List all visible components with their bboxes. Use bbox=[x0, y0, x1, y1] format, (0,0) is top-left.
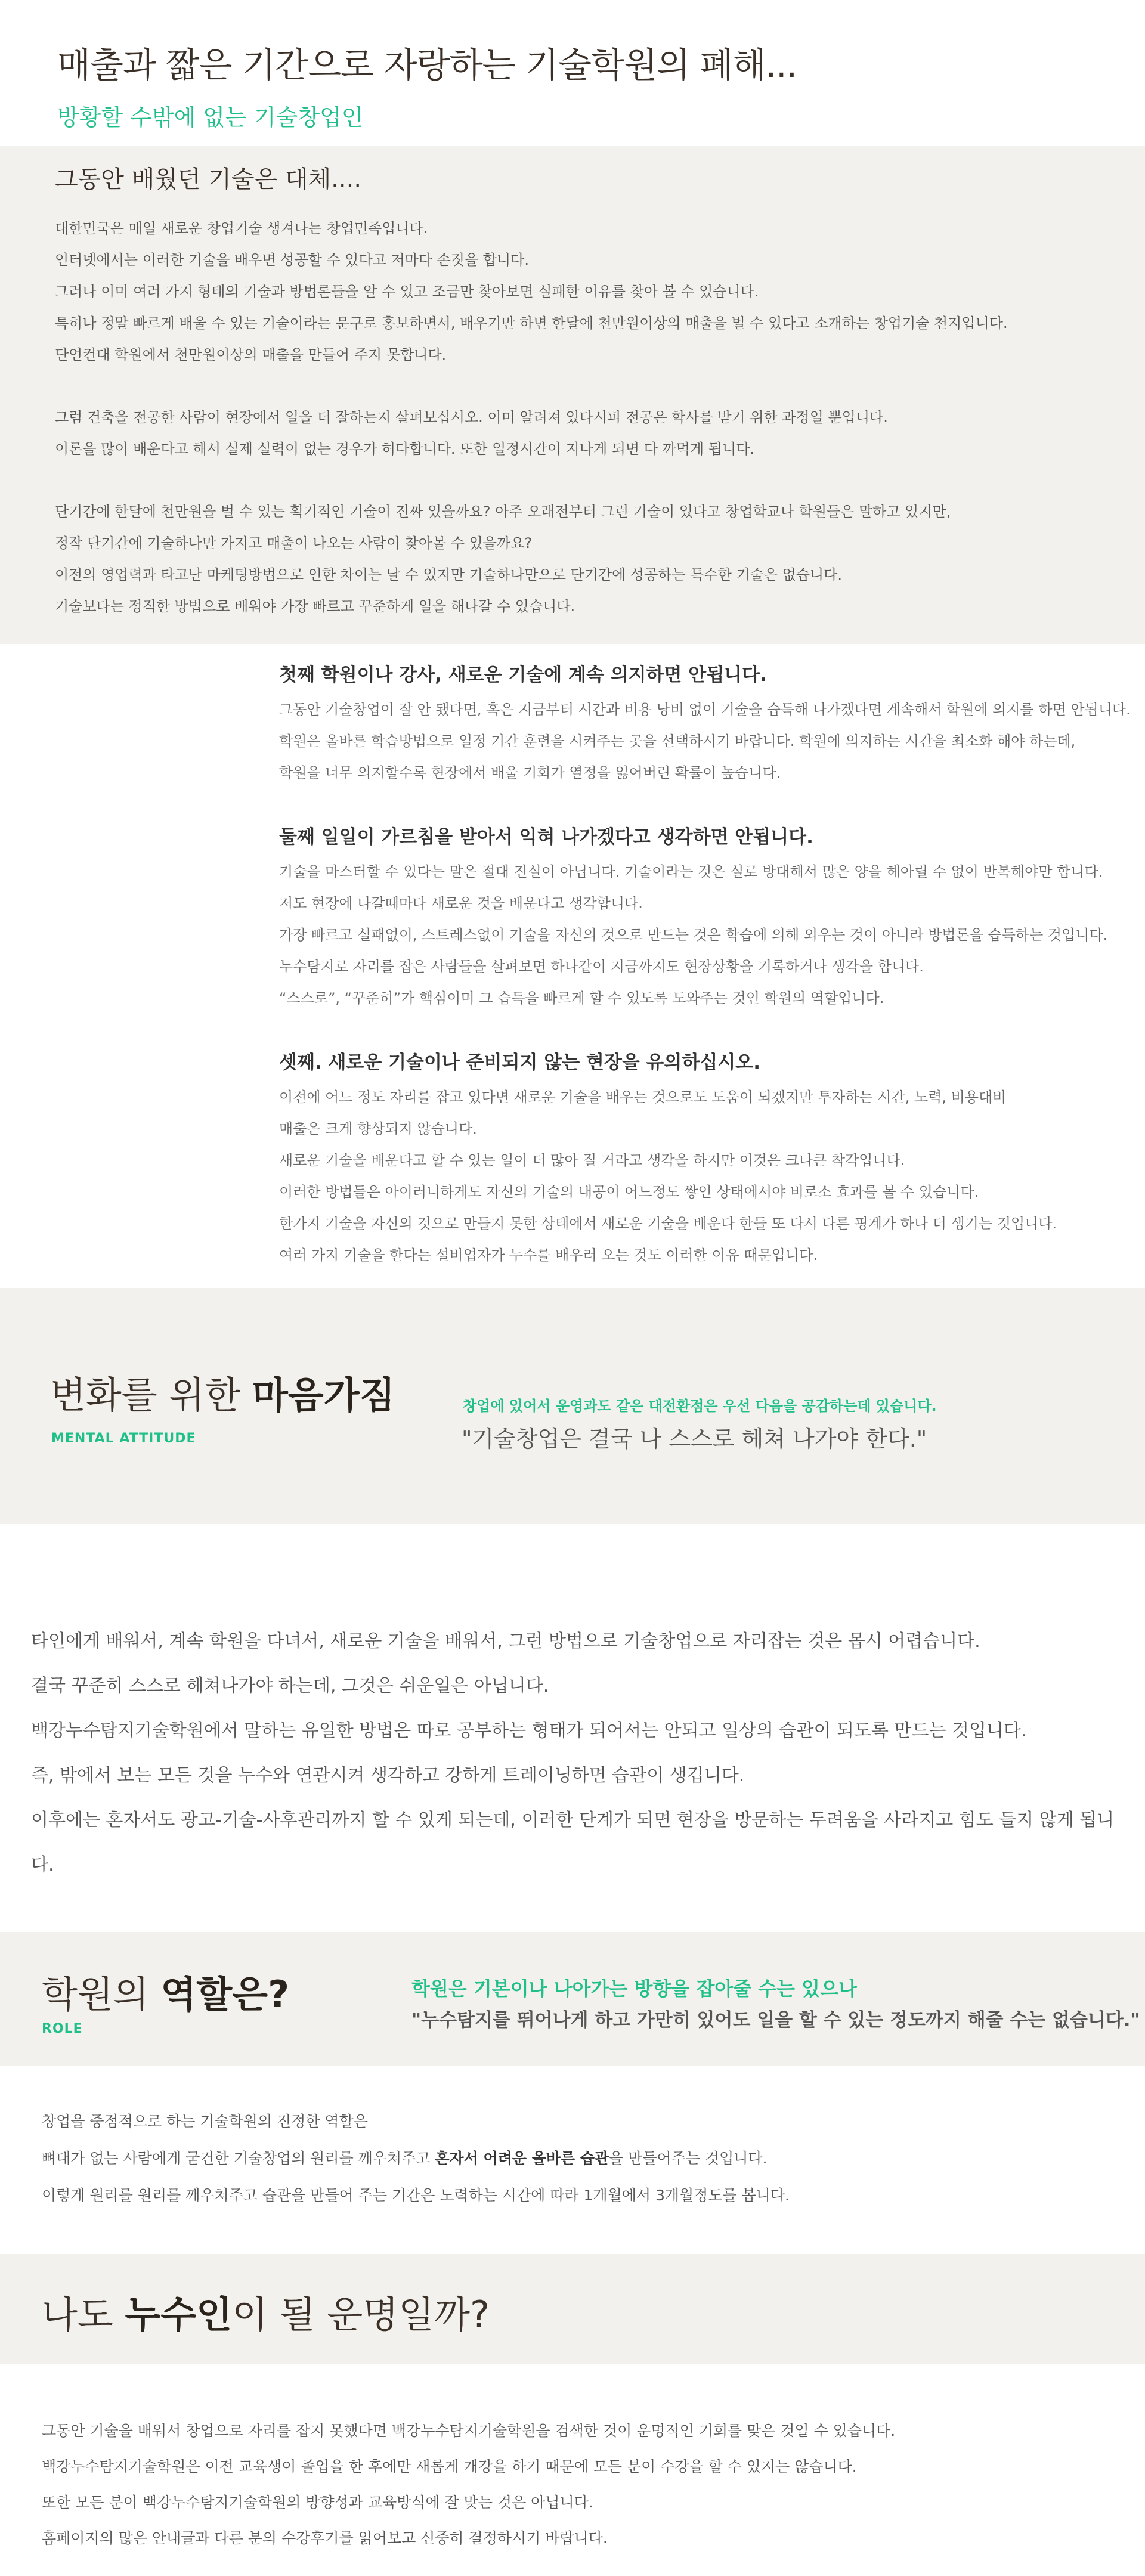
destiny-line: 홈페이지의 많은 안내글과 다른 분의 수강후기를 읽어보고 신중히 결정하시기 바랍니다. bbox=[42, 2529, 608, 2547]
how-block-lines bbox=[279, 694, 1138, 789]
how-line: 이러한 방법들은 아이러니하게도 자신의 기술의 내공이 어느정도 쌓인 상태에서야 비로소 효과를 볼 수 있습니다. bbox=[279, 1184, 979, 1200]
intro-line: 단기간에 한달에 천만원을 벌 수 있는 획기적인 기술이 진짜 있을까요? 아주 오래전부터 그런 기술이 있다고 창업학교나 학원들은 말하고 있지만, bbox=[55, 503, 951, 520]
role-line-bold: 혼자서 어려운 올바른 습관 bbox=[435, 2150, 609, 2167]
how-block-lines bbox=[279, 856, 1138, 1014]
page-subtitle: 방황할 수밖에 없는 기술창업인 bbox=[57, 104, 364, 131]
mind-title-light: 변화를 위한 bbox=[50, 1373, 252, 1417]
how-line: 기술을 마스터할 수 있다는 말은 절대 진실이 아닙니다. 기술이라는 것은 실로 방대해서 많은 양을 헤아릴 수 없이 반복해야만 합니다. bbox=[279, 863, 1103, 880]
role-detail-section bbox=[0, 2066, 1145, 2254]
destiny-paragraph bbox=[42, 2413, 1115, 2556]
how-line: 학원은 올바른 학습방법으로 일정 기간 훈련을 시켜주는 곳을 선택하시기 바랍니다. 학원에 의지하는 시간을 최소화 해야 하는데, bbox=[279, 733, 1076, 750]
role-line: 이렇게 원리를 원리를 깨우쳐주고 습관을 만들어 주는 기간은 노력하는 시간에 따라 1개월에서 3개월정도를 봅니다. bbox=[42, 2187, 790, 2204]
how-line: 한가지 기술을 자신의 것으로 만들지 못한 상태에서 새로운 기술을 배운다 한들 또 다시 다른 핑계가 하나 더 생기는 것입니다. bbox=[279, 1215, 1057, 1232]
intro-heading: 그동안 배웠던 기술은 대체.... bbox=[55, 166, 362, 193]
role-paragraph bbox=[42, 2103, 1115, 2214]
role-title-bold: 역할은? bbox=[160, 1973, 290, 2016]
how-left-bg bbox=[0, 644, 268, 1288]
how-line: 누수탐지로 자리를 잡은 사람들을 살펴보면 하나같이 지금까지도 현장상황을 기록하거나 생각을 합니다. bbox=[279, 958, 924, 975]
role-line-post: 을 만들어주는 것입니다. bbox=[609, 2150, 768, 2167]
destiny-line: 또한 모든 분이 백강누수탐지기술학원의 방향성과 교육방식에 잘 맞는 것은 아닙니다. bbox=[42, 2494, 593, 2511]
how-block-1 bbox=[279, 662, 1138, 789]
role-title-light: 학원의 bbox=[42, 1973, 161, 2016]
how-block-heading: 셋째. 새로운 기술이나 준비되지 않는 현장을 유의하십시오. bbox=[279, 1052, 761, 1073]
habit-line: 이후에는 혼자서도 광고-기술-사후관리까지 할 수 있게 되는데, 이러한 단계가 되면 현장을 방문하는 두려움을 사라지고 힘도 들지 않게 됩니다. bbox=[31, 1810, 1115, 1875]
intro-line bbox=[55, 371, 1104, 402]
destiny-title bbox=[42, 2285, 490, 2338]
role-line bbox=[42, 2140, 1115, 2177]
role-line: 창업을 중점적으로 하는 기술학원의 진정한 역할은 bbox=[42, 2113, 368, 2130]
destiny-detail-section bbox=[0, 2364, 1145, 2576]
mind-section bbox=[0, 1288, 1145, 1524]
role-title bbox=[42, 1965, 289, 2018]
intro-line: 정작 단기간에 기술하나만 가지고 매출이 나오는 사람이 찾아볼 수 있을까요? bbox=[55, 535, 533, 552]
intro-line: 그럼 건축을 전공한 사람이 현장에서 일을 더 잘하는지 살펴보십시오. 이미 알려져 있다시피 전공은 학사를 받기 위한 과정일 뿐입니다. bbox=[55, 409, 888, 426]
how-line: 가장 빠르고 실패없이, 스트레스없이 기술을 자신의 것으로 만드는 것은 학습에 의해 외우는 것이 아니라 방법론을 습득하는 것입니다. bbox=[279, 927, 1108, 943]
intro-line: 인터넷에서는 이러한 기술을 배우면 성공할 수 있다고 저마다 손짓을 합니다. bbox=[55, 252, 529, 268]
how-line: 그동안 기술창업이 잘 안 됐다면, 혹은 지금부터 시간과 비용 낭비 없이 기술을 습득해 나가겠다면 계속해서 학원에 의지를 하면 안됩니다. bbox=[279, 701, 1131, 718]
how-right-panel bbox=[268, 644, 1145, 1288]
habit-paragraph bbox=[31, 1619, 1128, 1887]
habit-line: 결국 꾸준히 스스로 헤쳐나가야 하는데, 그것은 쉬운일은 아닙니다. bbox=[31, 1676, 549, 1696]
mind-lead: 창업에 있어서 운영과도 같은 대전환점은 우선 다음을 공감하는데 있습니다. bbox=[463, 1398, 937, 1414]
how-line: 학원을 너무 의지할수록 현장에서 배울 기회가 열정을 잃어버린 확률이 높습니다. bbox=[279, 764, 781, 781]
habit-section bbox=[0, 1524, 1145, 1932]
how-line: “스스로”, “꾸준히”가 핵심이며 그 습득을 빠르게 할 수 있도록 도와주는 것인 학원의 역할입니다. bbox=[279, 990, 884, 1007]
intro-line: 이론을 많이 배운다고 해서 실제 실력이 없는 경우가 허다합니다. 또한 일정시간이 지나게 되면 다 까먹게 됩니다. bbox=[55, 441, 754, 457]
how-block-lines bbox=[279, 1082, 1138, 1271]
how-line: 저도 현장에 나갈때마다 새로운 것을 배운다고 생각합니다. bbox=[279, 895, 643, 912]
how-line: 새로운 기술을 배운다고 할 수 있는 일이 더 많아 질 거라고 생각을 하지만 이것은 크나큰 착각입니다. bbox=[279, 1152, 905, 1169]
destiny-title-pre: 나도 bbox=[42, 2293, 125, 2336]
intro-line: 단언컨대 학원에서 천만원이상의 매출을 만들어 주지 못합니다. bbox=[55, 346, 447, 363]
how-line: 이전에 어느 정도 자리를 잡고 있다면 새로운 기술을 배우는 것으로도 도움이 되겠지만 투자하는 시간, 노력, 비용대비 bbox=[279, 1089, 1007, 1106]
intro-line: 기술보다는 정직한 방법으로 배워야 가장 빠르고 꾸준하게 일을 해나갈 수 있습니다. bbox=[55, 598, 575, 615]
destiny-line: 백강누수탐지기술학원은 이전 교육생이 졸업을 한 후에만 새롭게 개강을 하기 때문에 모든 분이 수강을 할 수 있지는 않습니다. bbox=[42, 2458, 857, 2475]
mind-title bbox=[50, 1366, 395, 1419]
intro-section bbox=[0, 146, 1145, 644]
intro-line: 이전의 영업력과 타고난 마케팅방법으로 인한 차이는 날 수 있지만 기술하나만으로 단기간에 성공하는 특수한 기술은 없습니다. bbox=[55, 566, 842, 583]
how-block-2 bbox=[279, 824, 1138, 1014]
intro-line: 대한민국은 매일 새로운 창업기술 생겨나는 창업민족입니다. bbox=[55, 220, 428, 237]
intro-line bbox=[55, 465, 1104, 496]
role-quote: "누수탐지를 뛰어나게 하고 가만히 있어도 일을 할 수 있는 정도까지 해줄 수는 없습니다." bbox=[411, 2010, 1140, 2031]
destiny-title-bold: 누수인 bbox=[125, 2293, 233, 2336]
how-line: 매출은 크게 향상되지 않습니다. bbox=[279, 1120, 477, 1137]
mind-title-en: MENTAL ATTITUDE bbox=[51, 1431, 196, 1446]
intro-line: 특히나 정말 빠르게 배울 수 있는 기술이라는 문구로 홍보하면서, 배우기만 하면 한달에 천만원이상의 매출을 벌 수 있다고 소개하는 창업기술 천지입니다. bbox=[55, 315, 1008, 332]
intro-line: 그러나 이미 여러 가지 형태의 기술과 방법론들을 알 수 있고 조금만 찾아보면 실패한 이유를 찾아 볼 수 있습니다. bbox=[55, 283, 759, 300]
how-block-3 bbox=[279, 1049, 1138, 1271]
habit-line: 백강누수탐지기술학원에서 말하는 유일한 방법은 따로 공부하는 형태가 되어서는 안되고 일상의 습관이 되도록 만드는 것입니다. bbox=[31, 1720, 1027, 1741]
how-line: 여러 가지 기술을 한다는 설비업자가 누수를 배우러 오는 것도 이러한 이유 때문입니다. bbox=[279, 1247, 818, 1264]
role-title-en: ROLE bbox=[42, 2021, 83, 2036]
destiny-title-post: 이 될 운명일까? bbox=[232, 2293, 490, 2336]
habit-line: 타인에게 배워서, 계속 학원을 다녀서, 새로운 기술을 배워서, 그런 방법으로 기술창업으로 자리잡는 것은 몹시 어렵습니다. bbox=[31, 1631, 980, 1652]
how-block-heading: 둘째 일일이 가르침을 받아서 익혀 나가겠다고 생각하면 안됩니다. bbox=[279, 826, 813, 848]
intro-paragraph bbox=[55, 213, 1104, 623]
page-title: 매출과 짧은 기간으로 자랑하는 기술학원의 폐해... bbox=[57, 45, 797, 85]
mind-quote: "기술창업은 결국 나 스스로 헤쳐 나가야 한다." bbox=[462, 1426, 927, 1452]
destiny-section bbox=[0, 2254, 1145, 2364]
role-section bbox=[0, 1932, 1145, 2066]
mind-title-bold: 마음가짐 bbox=[252, 1373, 395, 1417]
how-block-heading: 첫째 학원이나 강사, 새로운 기술에 계속 의지하면 안됩니다. bbox=[279, 664, 767, 686]
role-lead: 학원은 기본이나 나아가는 방향을 잡아줄 수는 있으나 bbox=[411, 1977, 857, 2000]
destiny-line: 그동안 기술을 배워서 창업으로 자리를 잡지 못했다면 백강누수탐지기술학원을 검색한 것이 운명적인 기회를 맞은 것일 수 있습니다. bbox=[42, 2422, 896, 2439]
role-line-pre: 뼈대가 없는 사람에게 굳건한 기술창업의 원리를 깨우쳐주고 bbox=[42, 2150, 435, 2167]
habit-line: 즉, 밖에서 보는 모든 것을 누수와 연관시켜 생각하고 강하게 트레이닝하면 습관이 생깁니다. bbox=[31, 1765, 745, 1786]
